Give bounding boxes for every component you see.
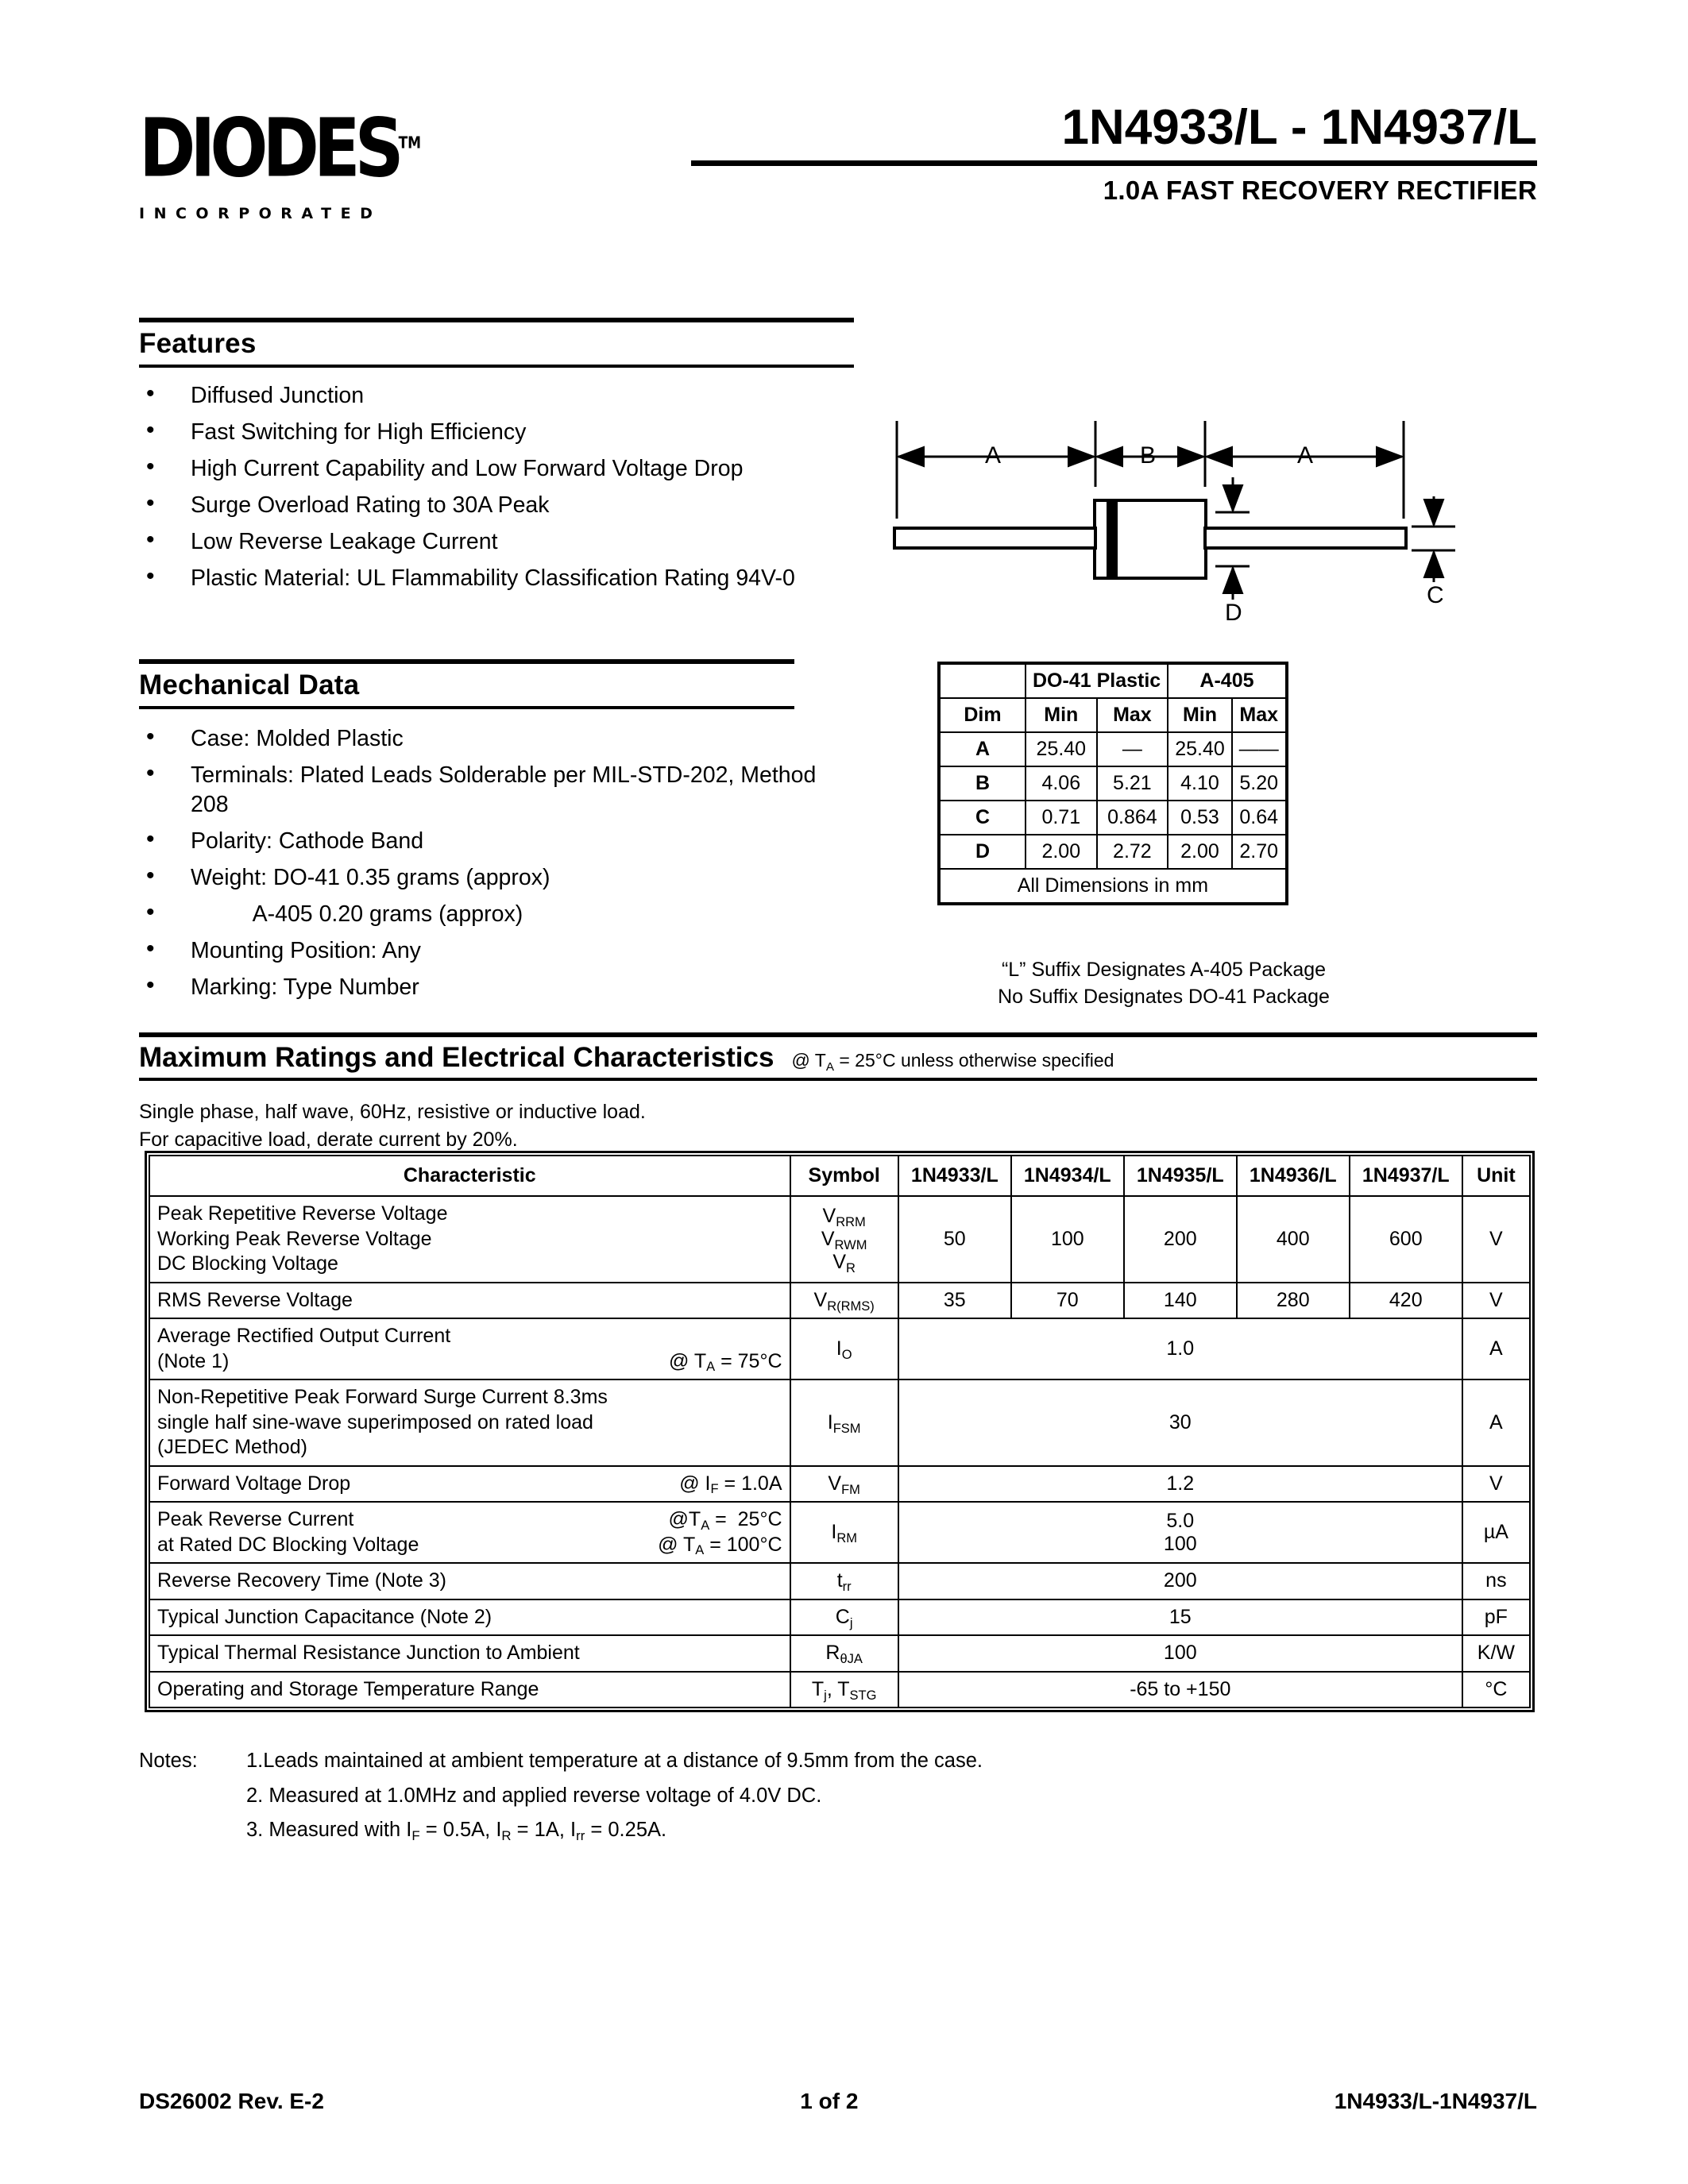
dim-cell: 4.06	[1026, 766, 1097, 801]
package-outline-diagram	[866, 401, 1525, 631]
row-condition: @ $T_A = 75^\circ C$	[668, 1349, 782, 1375]
list-item	[141, 724, 817, 754]
list-item	[141, 863, 817, 893]
symbol-line	[798, 1411, 890, 1434]
symbol-sub: rr	[842, 1580, 852, 1595]
row-characteristic	[149, 1196, 790, 1283]
dim-cell: 25.40	[1026, 732, 1097, 766]
char-line: at Rated DC Blocking Voltage	[157, 1533, 419, 1556]
row-value: 5.0	[1166, 1509, 1195, 1532]
symbol-sub: j	[824, 1688, 827, 1703]
dim-label-a-right: A	[1297, 442, 1314, 469]
row-unit: V	[1462, 1466, 1530, 1503]
row-symbol	[790, 1379, 898, 1466]
mechanical-text: Case: Molded Plastic	[191, 726, 404, 751]
ratings-table-wrapper	[145, 1151, 1535, 1712]
symbol-sub: STG	[849, 1688, 877, 1703]
mechanical-list	[141, 724, 817, 1009]
notes-label: Notes:	[139, 1750, 198, 1772]
symbol-line	[798, 1289, 890, 1312]
symbol-sub: O	[841, 1347, 852, 1362]
symbol-base: , T	[826, 1677, 850, 1700]
row-unit: ns	[1462, 1563, 1530, 1599]
row-value: 70	[1011, 1283, 1124, 1319]
list-item	[141, 454, 801, 484]
feature-text: Fast Switching for High Efficiency	[191, 419, 527, 446]
row-symbol	[790, 1196, 898, 1283]
dim-row-label: B	[941, 766, 1026, 801]
dim-label-a-left: A	[985, 442, 1002, 469]
ratings-table	[149, 1155, 1531, 1708]
row-symbol	[790, 1283, 898, 1319]
dimensions-table	[941, 665, 1285, 902]
footer-doc-id: DS26002 Rev. E-2	[139, 2089, 324, 2113]
list-item	[141, 491, 801, 520]
logo-wordmark-text: DIODES	[139, 102, 399, 196]
feature-text: Plastic Material: UL Flammability Classification Rating 94V-0	[191, 565, 795, 592]
symbol-base: V	[828, 1472, 842, 1495]
note-item: 1.Leads maintained at ambient temperature at a distance of 9.5mm from the case.	[246, 1750, 983, 1772]
dim-row-label: A	[941, 732, 1026, 766]
row-symbol	[790, 1466, 898, 1503]
symbol-line	[798, 1569, 890, 1595]
row-unit: A	[1462, 1318, 1530, 1379]
dim-row-label: C	[941, 801, 1026, 835]
mechanical-text: Weight: DO-41 0.35 grams (approx)	[191, 865, 550, 891]
char-line: DC Blocking Voltage	[157, 1252, 338, 1275]
list-item	[141, 564, 801, 593]
symbol-line	[798, 1521, 890, 1544]
char-line: Typical Junction Capacitance (Note 2)	[157, 1605, 492, 1628]
row-unit: A	[1462, 1379, 1530, 1466]
row-symbol	[790, 1672, 898, 1708]
mechanical-text: A-405 0.20 grams (approx)	[191, 901, 523, 928]
dim-col-a405-max: Max	[1232, 698, 1285, 732]
subnote-line2: For capacitive load, derate current by 20%.	[139, 1129, 518, 1151]
logo-incorporated: INCORPORATED	[139, 204, 382, 222]
list-item	[141, 761, 817, 820]
row-unit: V	[1462, 1196, 1530, 1283]
page-header	[139, 100, 1537, 246]
row-value: 400	[1237, 1196, 1350, 1283]
table-row	[941, 766, 1285, 801]
table-row	[941, 732, 1285, 766]
suffix-designation-note	[917, 957, 1410, 1011]
dim-blank-corner	[941, 665, 1026, 698]
row-characteristic	[149, 1466, 790, 1503]
table-row	[149, 1563, 1530, 1599]
row-characteristic	[149, 1599, 790, 1636]
table-row	[941, 869, 1285, 902]
char-line: RMS Reverse Voltage	[157, 1288, 353, 1311]
cond-sub: A	[825, 1059, 834, 1074]
symbol-base: V	[821, 1227, 835, 1250]
dim-cell: 0.71	[1026, 801, 1097, 835]
row-value-span: 1.0	[898, 1318, 1462, 1379]
row-symbol	[790, 1563, 898, 1599]
symbol-base: V	[822, 1204, 836, 1227]
dim-col-do41-min: Min	[1026, 698, 1097, 732]
col-header-1n4933l: 1N4933/L	[898, 1156, 1011, 1196]
max-ratings-condition	[791, 1050, 1114, 1074]
symbol-base: t	[836, 1569, 843, 1592]
dim-group-do41: DO-41 Plastic	[1026, 665, 1168, 698]
row-characteristic	[149, 1318, 790, 1379]
table-row	[149, 1379, 1530, 1466]
col-header-1n4937l: 1N4937/L	[1350, 1156, 1462, 1196]
char-line: Average Rectified Output Current	[157, 1325, 451, 1347]
table-row	[149, 1672, 1530, 1708]
suffix-note-line1: “L” Suffix Designates A-405 Package	[1001, 959, 1327, 981]
mechanical-heading-text: Mechanical Data	[139, 669, 360, 700]
list-item	[141, 900, 817, 929]
row-value: 280	[1237, 1283, 1350, 1319]
symbol-sub: FSM	[832, 1421, 861, 1436]
table-row	[941, 835, 1285, 869]
col-header-1n4936l: 1N4936/L	[1237, 1156, 1350, 1196]
row-condition: $@T_A = 25^\circ C$	[668, 1508, 782, 1533]
symbol-base: I	[831, 1521, 837, 1543]
symbol-sub: j	[849, 1615, 853, 1630]
dimensions-units-note: All Dimensions in mm	[941, 869, 1285, 902]
symbol-sub: RM	[836, 1530, 857, 1545]
symbol-sub: R	[846, 1260, 856, 1275]
features-section-heading	[139, 318, 854, 368]
row-unit: pF	[1462, 1599, 1530, 1636]
symbol-base: C	[835, 1605, 850, 1628]
list-item	[141, 936, 817, 966]
table-row	[941, 665, 1285, 698]
dim-col-dim: Dim	[941, 698, 1026, 732]
footer-page-number: 1 of 2	[800, 2089, 859, 2113]
row-characteristic	[149, 1635, 790, 1672]
char-line: Non-Repetitive Peak Forward Surge Current 8.3ms	[157, 1386, 608, 1408]
row-value-span: 1.2	[898, 1466, 1462, 1503]
dim-cell: —	[1097, 732, 1168, 766]
row-characteristic	[149, 1563, 790, 1599]
row-value-span	[898, 1502, 1462, 1563]
row-unit: °C	[1462, 1672, 1530, 1708]
dim-cell: 0.64	[1232, 801, 1285, 835]
dim-label-b: B	[1140, 442, 1157, 469]
char-line: Operating and Storage Temperature Range	[157, 1677, 539, 1700]
dim-cell: 2.00	[1168, 835, 1232, 869]
dim-cell: ——	[1232, 732, 1285, 766]
dim-cell: 5.20	[1232, 766, 1285, 801]
dim-group-a405: A-405	[1168, 665, 1285, 698]
dim-cell: 2.00	[1026, 835, 1097, 869]
title-divider	[691, 160, 1537, 166]
char-line-with-cond	[157, 1349, 782, 1375]
char-line-with-cond	[157, 1533, 782, 1558]
col-header-1n4935l: 1N4935/L	[1124, 1156, 1237, 1196]
symbol-line	[798, 1251, 890, 1274]
diodes-logo	[139, 102, 552, 222]
list-item	[141, 381, 801, 411]
list-item	[141, 827, 817, 856]
max-ratings-heading-text: Maximum Ratings and Electrical Characteristics	[139, 1042, 774, 1073]
feature-text: Diffused Junction	[191, 383, 365, 408]
mechanical-text: Terminals: Plated Leads Solderable per MIL-STD-202, Method 208	[191, 762, 817, 818]
list-item	[141, 527, 801, 557]
symbol-sub: FM	[841, 1482, 860, 1497]
char-line-with-cond	[157, 1507, 782, 1533]
row-condition: @ $T_A = 100^\circ C$	[658, 1533, 782, 1558]
table-row	[149, 1318, 1530, 1379]
dim-label-d: D	[1225, 600, 1242, 626]
table-row	[149, 1635, 1530, 1672]
feature-text: High Current Capability and Low Forward Voltage Drop	[191, 456, 744, 482]
row-condition: @ $I_F = 1.0A$	[679, 1472, 782, 1497]
char-line: Peak Repetitive Reverse Voltage	[157, 1202, 448, 1225]
row-characteristic	[149, 1672, 790, 1708]
features-rule-bottom	[139, 365, 854, 368]
page-footer	[139, 2089, 1537, 2114]
symbol-line	[798, 1472, 890, 1495]
dim-cell: 0.864	[1097, 801, 1168, 835]
notes-section	[139, 1751, 983, 1855]
row-symbol	[790, 1502, 898, 1563]
cond-sub: A	[695, 1543, 705, 1558]
row-value: 200	[1124, 1196, 1237, 1283]
table-row	[149, 1466, 1530, 1503]
symbol-base: I	[836, 1337, 842, 1360]
char-line-with-cond	[157, 1472, 782, 1497]
notes-list	[246, 1750, 983, 1844]
mechanical-text: Marking: Type Number	[191, 974, 419, 1001]
row-value: 50	[898, 1196, 1011, 1283]
dim-cell: 0.53	[1168, 801, 1232, 835]
page-title: 1N4933/L - 1N4937/L	[1061, 100, 1537, 155]
footer-part-range: 1N4933/L-1N4937/L	[1334, 2089, 1537, 2113]
symbol-line	[798, 1606, 890, 1629]
table-row	[149, 1196, 1530, 1283]
list-item	[141, 418, 801, 447]
mechanical-text: Polarity: Cathode Band	[191, 828, 424, 855]
row-value-span: -65 to +150	[898, 1672, 1462, 1708]
symbol-line	[798, 1205, 890, 1228]
symbol-line	[798, 1642, 890, 1665]
dim-col-a405-min: Min	[1168, 698, 1232, 732]
col-header-symbol: Symbol	[790, 1156, 898, 1196]
char-line: Typical Thermal Resistance Junction to Ambient	[157, 1642, 580, 1664]
symbol-base: V	[813, 1288, 828, 1311]
symbol-sub: RWM	[834, 1237, 867, 1252]
row-characteristic	[149, 1502, 790, 1563]
symbol-sub: θJA	[840, 1652, 863, 1667]
row-value-span: 100	[898, 1635, 1462, 1672]
symbol-line	[798, 1337, 890, 1360]
page-subtitle: 1.0A FAST RECOVERY RECTIFIER	[1103, 176, 1537, 205]
row-value: 35	[898, 1283, 1011, 1319]
dim-cell: 2.72	[1097, 835, 1168, 869]
char-line: Working Peak Reverse Voltage	[157, 1227, 432, 1250]
dim-col-do41-max: Max	[1097, 698, 1168, 732]
table-row	[149, 1599, 1530, 1636]
row-value-span: 30	[898, 1379, 1462, 1466]
char-line: (Note 1)	[157, 1349, 230, 1372]
dim-row-label: D	[941, 835, 1026, 869]
cond-sub: F	[710, 1482, 719, 1497]
cond-prefix: @ T	[791, 1050, 826, 1071]
feature-text: Low Reverse Leakage Current	[191, 529, 498, 555]
logo-wordmark	[139, 102, 422, 196]
row-unit: K/W	[1462, 1635, 1530, 1672]
suffix-note-line2: No Suffix Designates DO-41 Package	[998, 985, 1330, 1008]
char-line: single half sine-wave superimposed on rated load	[157, 1410, 593, 1433]
feature-text: Surge Overload Rating to 30A Peak	[191, 492, 550, 519]
dim-cell: 4.10	[1168, 766, 1232, 801]
row-symbol	[790, 1318, 898, 1379]
row-value: 140	[1124, 1283, 1237, 1319]
features-heading-text: Features	[139, 328, 257, 359]
symbol-line	[798, 1228, 890, 1251]
max-ratings-rule-bottom	[139, 1078, 1537, 1081]
table-header-row	[149, 1156, 1530, 1196]
symbol-base: V	[832, 1250, 847, 1273]
dim-cell: 5.21	[1097, 766, 1168, 801]
col-header-1n4934l: 1N4934/L	[1011, 1156, 1124, 1196]
row-value: 600	[1350, 1196, 1462, 1283]
symbol-base: I	[827, 1410, 833, 1433]
symbol-sub: RRM	[836, 1214, 866, 1229]
symbol-line	[798, 1678, 890, 1701]
cond-sub: A	[701, 1518, 710, 1533]
row-value-span: 15	[898, 1599, 1462, 1636]
char-line: Peak Reverse Current	[157, 1508, 354, 1530]
mechanical-rule-bottom	[139, 706, 794, 709]
symbol-base: T	[811, 1677, 825, 1700]
max-ratings-section-heading	[139, 1032, 1537, 1081]
cond-sub: A	[706, 1360, 716, 1375]
table-row	[941, 698, 1285, 732]
title-block	[691, 100, 1537, 206]
row-unit: V	[1462, 1283, 1530, 1319]
features-list	[141, 381, 801, 600]
mechanical-section-heading	[139, 659, 794, 709]
cond-suffix: = 25°C unless otherwise specified	[833, 1050, 1114, 1071]
char-line: (JEDEC Method)	[157, 1436, 307, 1458]
note-item: 3. Measured with $I_F = 0.5A$, $I_R = 1A$, $I_{rr} = 0.25A$.	[246, 1819, 667, 1844]
row-symbol	[790, 1599, 898, 1636]
trademark-icon: TM	[398, 133, 422, 153]
col-header-unit: Unit	[1462, 1156, 1530, 1196]
symbol-base: R	[825, 1642, 840, 1665]
note-item: 2. Measured at 1.0MHz and applied reverse voltage of 4.0V DC.	[246, 1784, 822, 1807]
char-line: Reverse Recovery Time (Note 3)	[157, 1569, 447, 1592]
dim-cell: 2.70	[1232, 835, 1285, 869]
dim-label-c: C	[1427, 582, 1444, 608]
dimensions-table-wrapper	[937, 662, 1288, 905]
char-line: Forward Voltage Drop	[157, 1472, 351, 1495]
list-item	[141, 973, 817, 1002]
table-row	[149, 1502, 1530, 1563]
row-value: 100	[1163, 1532, 1197, 1555]
row-symbol	[790, 1635, 898, 1672]
row-value: 100	[1011, 1196, 1124, 1283]
table-row	[149, 1283, 1530, 1319]
max-ratings-subnote	[139, 1098, 646, 1154]
row-value-span: 200	[898, 1563, 1462, 1599]
symbol-sub: R(RMS)	[827, 1298, 875, 1314]
row-characteristic	[149, 1283, 790, 1319]
row-value: 420	[1350, 1283, 1462, 1319]
table-row	[941, 801, 1285, 835]
row-characteristic	[149, 1379, 790, 1466]
max-ratings-heading-row	[139, 1037, 1537, 1078]
dim-cell: 25.40	[1168, 732, 1232, 766]
row-unit: µA	[1462, 1502, 1530, 1563]
col-header-characteristic: Characteristic	[149, 1156, 790, 1196]
subnote-line1: Single phase, half wave, 60Hz, resistive or inductive load.	[139, 1101, 646, 1123]
mechanical-text: Mounting Position: Any	[191, 938, 421, 964]
